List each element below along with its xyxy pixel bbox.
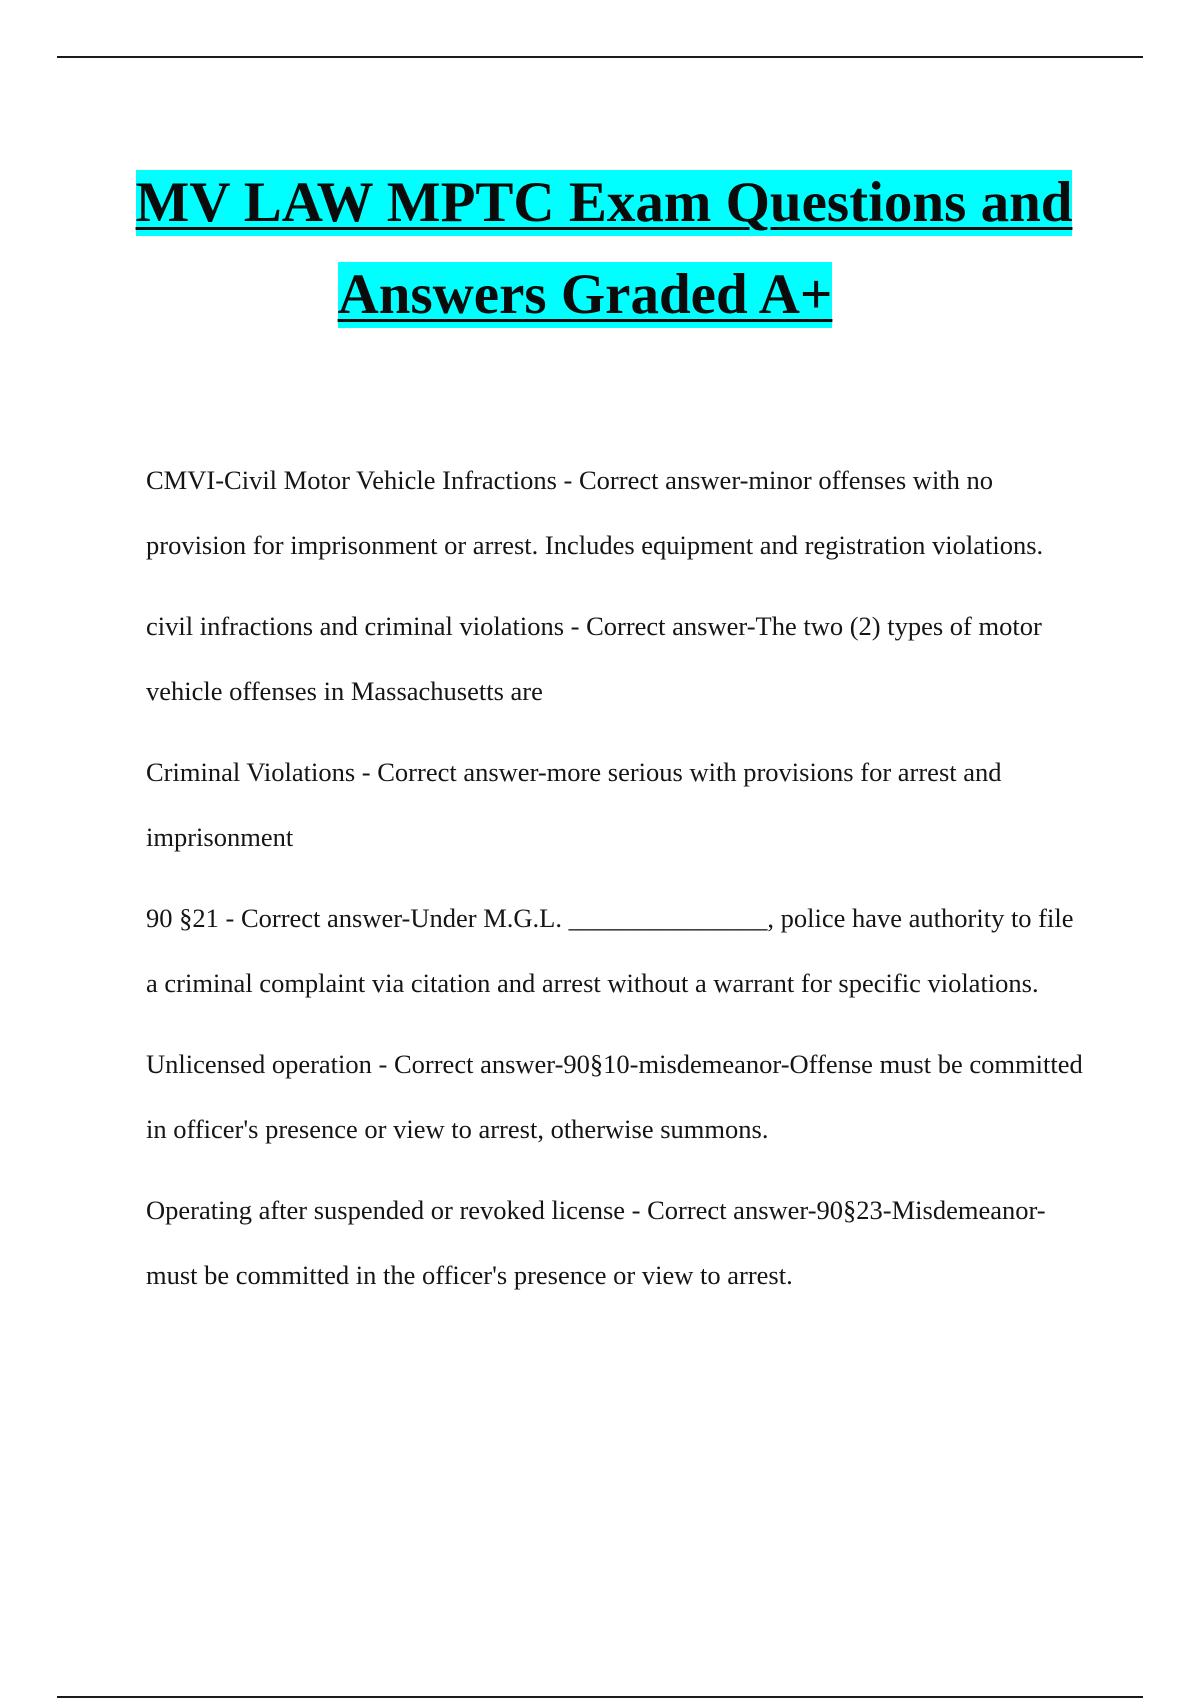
qa-item: Unlicensed operation - Correct answer-90§10-misdemeanor-Offense must be committed in officer's presence or view to arrest, otherwise summons. (146, 1049, 1083, 1144)
top-rule (57, 56, 1143, 58)
title-line-2: Answers Graded A+ (337, 263, 833, 326)
qa-list (146, 448, 1086, 1324)
page-title (57, 170, 1143, 354)
qa-item: CMVI-Civil Motor Vehicle Infractions - Correct answer-minor offenses with no provision for imprisonment or arrest. Includes equipment and registration violations. (146, 465, 1044, 560)
title-line-1: MV LAW MPTC Exam Questions and (135, 171, 1073, 234)
title-row-2 (57, 262, 1143, 354)
qa-item: civil infractions and criminal violations - Correct answer-The two (2) types of motor vehicle offenses in Massachusetts are (146, 611, 1042, 706)
qa-item: 90 §21 - Correct answer-Under M.G.L. _______________, police have authority to file a criminal complaint via citation and arrest without a warrant for specific violations. (146, 903, 1074, 998)
qa-item: Operating after suspended or revoked license - Correct answer-90§23-Misdemeanor-must be committed in the officer's presence or view to arrest. (146, 1195, 1046, 1290)
qa-item: Criminal Violations - Correct answer-more serious with provisions for arrest and imprisonment (146, 757, 1002, 852)
bottom-rule (57, 1696, 1143, 1698)
title-row-1 (57, 170, 1143, 262)
